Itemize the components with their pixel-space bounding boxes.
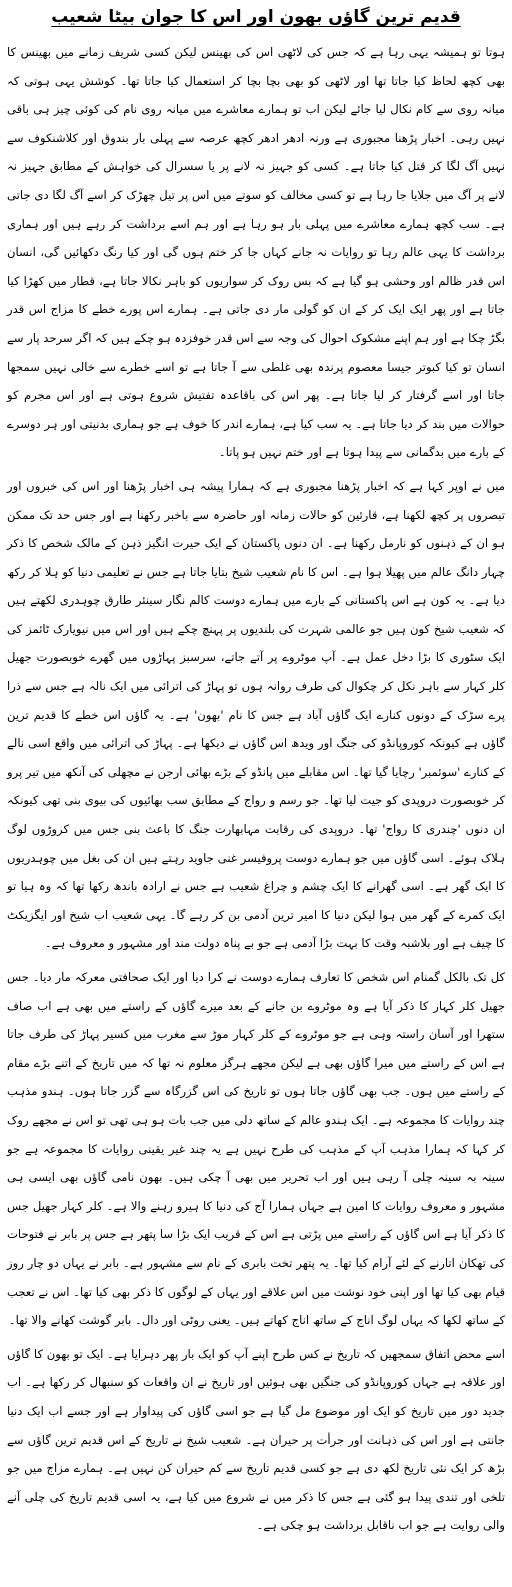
paragraph-3: کل تک بالکل گمنام اس شخص کا تعارف ہمارے دوست نے کرا دیا اور ایک صحافتی معرکہ مار دیا۔ جس جھیل کلر کہار کا ذکر آیا ہے وہ موٹروے بن جانے کے بعد میرے گاؤں کے راستے میں بھی ہے اب صاف ستھرا اور آسان راستہ وہی ہے جو موٹروے کے کلر کہار موڑ سے مغرب میں کسیر پہاڑ کی طرف جاتا ہے اس کے راستے میں میرا گاؤں بھی ہے لیکن مجھے ہرگز معلوم نہ تھا کہ میں تاریخ کے اتنے بڑے مقام کے راستے میں ہوں۔ جب بھی گاؤں جاتا ہوں تو تاریخ کی اس گزرگاہ سے گزر جاتا ہوں۔ ہندو مذہب چند روایات کا مجموعہ ہے۔ ایک ہندو عالم کے ساتھ دلی میں جب بات ہو ہی تھی تو اس نے مجھے روک کر کہا کہ ہمارا مذہب آپ کے مذہب کی طرح نہیں ہے یہ چند غیر یقینی روایات کا مجموعہ ہے جو سینہ بہ سینہ چلی آ رہی ہیں اور اب تحریر میں بھی آ چکی ہیں۔ بھون نامی گاؤں بھی ایسی ہی مشہور و معروف روایات کا امین ہے جہاں ہمارا آج کی دنیا کا ہیرو رہنے والا ہے۔ کلر کہار جھیل جس کا ذکر آیا ہے اس گاؤں کے راستے میں پڑتی ہے اس کے قریب ایک بڑا سا پتھر ہے جس پر بابر نے فتوحات کی تھکان اتارنے کے لئے آرام کیا تھا۔ یہ پتھر تخت بابری کے نام سے مشہور ہے۔ بابر نے یہاں دو چار روز قیام بھی کیا تھا اور اپنی خود نوشت میں اس علاقے اور یہاں کے لوگوں کا ذکر بھی کیا تھا۔ اس نے تعجب کے ساتھ لکھا کہ یہاں لوگ اناج کے ساتھ اناج کھاتے ہیں۔ یعنی روٹی اور دال۔ بابر گوشت کھانے والا تھا۔ xyxy=(7,970,505,1328)
paragraph-1: ہوتا تو ہمیشہ یہی رہا ہے کہ جس کی لاٹھی اس کی بھینس لیکن کسی شریف زمانے میں بھینس کا بھی کچھ لحاظ کیا جاتا تھا اور لاٹھی کو بھی بچا بچا کر استعمال کیا جاتا تھا۔ کوشش یہی ہوتی کہ میانہ روی سے کام نکال لیا جائے لیکن اب تو ہمارے معاشرے میں میانہ روی نام کی کوئی چیز ہی باقی نہیں رہی۔ اخبار پڑھنا مجبوری ہے ورنہ ادھر ادھر کچھ عرصہ سے پہلی بار بندوق اور کلاشنکوف سے نہیں آگ لگا کر قتل کیا جاتا ہے۔ کسی کو جہیز نہ لانے پر یا سسرال کی خواہش کے مطابق جہیز نہ لانے پر آگ میں جلایا جا رہا ہے تو کسی مخالف کو سوتے میں اس پر تیل چھڑک کر اسے آگ لگا دی جاتی ہے۔ سب کچھ ہمارے معاشرے میں پہلی بار ہو رہا ہے اور ہم اسے برداشت کر رہے ہیں اور ہماری برداشت کا یہی عالم رہا تو روایات نہ جانے کہاں جا کر ختم ہوں گی اور کیا رنگ دکھائیں گی، انسان اس قدر ظالم اور وحشی ہو گیا ہے کہ بس روک کر سواریوں کو باہر نکالا جاتا ہے، قطار میں کھڑا کیا جاتا ہے اور پھر ایک ایک کر کے ان کو گولی مار دی جاتی ہے۔ ہمارے اس پورے خطے کا مزاج اس قدر بگڑ چکا ہے اور ہم اپنے مشکوک احوال کی وجہ سے اس قدر خوفزدہ ہو چکے ہیں کہ اگر سرحد پار سے انسان تو کیا کبوتر جیسا معصوم پرندہ بھی غلطی سے آ جاتا ہے تو اسے خطرے سے خالی نہیں سمجھا جاتا اور اسے گرفتار کر لیا جاتا ہے۔ پھر اس کی باقاعدہ تفتیش شروع ہوتی ہے اور اس مجرم کو حوالات میں بند کر دیا جاتا ہے۔ یہ سب کیا ہے، ہمارے اندر کا خوف ہے جو ہماری بدنیتی اور ہر دوسرے کے بارے میں بدگمانی سے پیدا ہوتا ہے اور ختم نہیں ہو پاتا۔ xyxy=(7,45,505,460)
paragraph-2: میں نے اوپر کہا ہے کہ اخبار پڑھنا مجبوری ہے کہ ہمارا پیشہ ہی اخبار پڑھنا اور اس کی خبروں اور تبصروں پر کچھ لکھنا ہے، قارئین کو حالات زمانہ اور حاضرہ سے باخبر رکھنا ہے اور جس حد تک ممکن ہو ان کے ذہنوں کو نارمل رکھنا ہے۔ ان دنوں پاکستان کے ایک حیرت انگیز ذہن کے مالک شخص کا ذکر چہار دانگ عالم میں پھیلا ہوا ہے۔ اس کا نام شعیب شیخ بتایا جاتا ہے جس نے تعلیمی دنیا کو ہلا کر رکھ دیا ہے۔ یہ کون ہے اس پاکستانی کے بارے میں ہمارے دوست کالم نگار سینئر طارق چوہدری لکھتے ہیں کہ شعیب شیخ کون ہیں جو عالمی شہرت کی بلندیوں پر پہنچ چکے ہیں اور اس میں نیویارک ٹائمز کی ایک سٹوری کا بڑا دخل عمل ہے۔ آپ موٹروے پر آتے جاتے، سرسبز پہاڑوں میں گھرے خوبصورت جھیل کلر کہار سے باہر نکل کر چکوال کی طرف روانہ ہوں تو پہاڑ کی اترائی میں ایک نالہ ہے جس سے ذرا پرے سڑک کے دونوں کنارے ایک گاؤں آباد ہے جس کا نام 'بھون' ہے۔ یہ گاؤں اس خطے کا قدیم ترین گاؤں ہے کیونکہ کوروپانڈو کی جنگ اور ویدھ اس گاؤں نے دیکھا ہے۔ پہاڑ کی اترائی میں واقع اسی نالے کے کنارے 'سوئمبر' رچایا گیا تھا۔ اس مقابلے میں پانڈو کے بڑے بھائی ارجن نے مچھلی کی آنکھ میں تیر پرو کر خوبصورت دروپدی کو جیت لیا تھا۔ جو رسم و رواج کے مطابق سب بھائیوں کی بیوی بنی تھی کیونکہ ان دنوں 'چندری کا رواج' تھا۔ دروپدی کی رقابت مہابھارت جنگ کا باعث بنی جس میں کروڑوں لوگ ہلاک ہوئے۔ اسی گاؤں میں جو ہمارے دوست پروفیسر غنی جاوید رہتے ہیں ان کی بغل میں چوہدریوں کا ایک گھر ہے۔ اسی گھرانے کا ایک چشم و چراغ شعیب ہے جس نے ارادہ باندھ رکھا تھا کہ وہ ہیا تو ایک کمرے کے گھر میں ہوا لیکن دنیا کا امیر ترین آدمی بن کر رہے گا۔ یہی شعیب اب شیخ اور ایگزیکٹ کا چیف ہے اور بلاشبہ وقت کا بہت بڑا آدمی ہے جو بے پناہ دولت مند اور مشہور و معروف ہے۔ xyxy=(7,478,505,951)
article-body xyxy=(7,38,505,1540)
headline: قدیم ترین گاؤں بھون اور اس کا جوان بیٹا شعیب xyxy=(51,7,461,27)
paragraph-4: اسے محض اتفاق سمجھیں کہ تاریخ نے کس طرح اپنے آپ کو ایک بار پھر دہرایا ہے۔ ایک تو بھون کا گاؤں اور علاقہ ہے جہاں کوروپانڈو کی جنگیں بھی ہوئیں اور تاریخ نے ان واقعات کو سنبھال کر رکھا ہے۔ اب جدید دور میں تاریخ کو ایک اور موضوع مل گیا ہے جو اسی گاؤں کی پیداوار ہے اور جسے اب ایک دنیا جانتی ہے اور اس کی ذہانت اور جرأت پر حیران ہے۔ شعیب شیخ نے تاریخ کے اس قدیم ترین گاؤں سے بڑھ کر ایک نئی تاریخ لکھ دی ہے جو کسی قدیم تاریخ سے کم حیران کن نہیں ہے۔ ہمارے مزاج میں جو تلخی اور تندی پیدا ہو گئی ہے جس کا ذکر میں نے شروع میں کیا ہے، یہ اسی قدیم تاریخ کی چلی آنے والی روایت ہے جو اب ناقابل برداشت ہو چکی ہے۔ xyxy=(7,1346,505,1533)
